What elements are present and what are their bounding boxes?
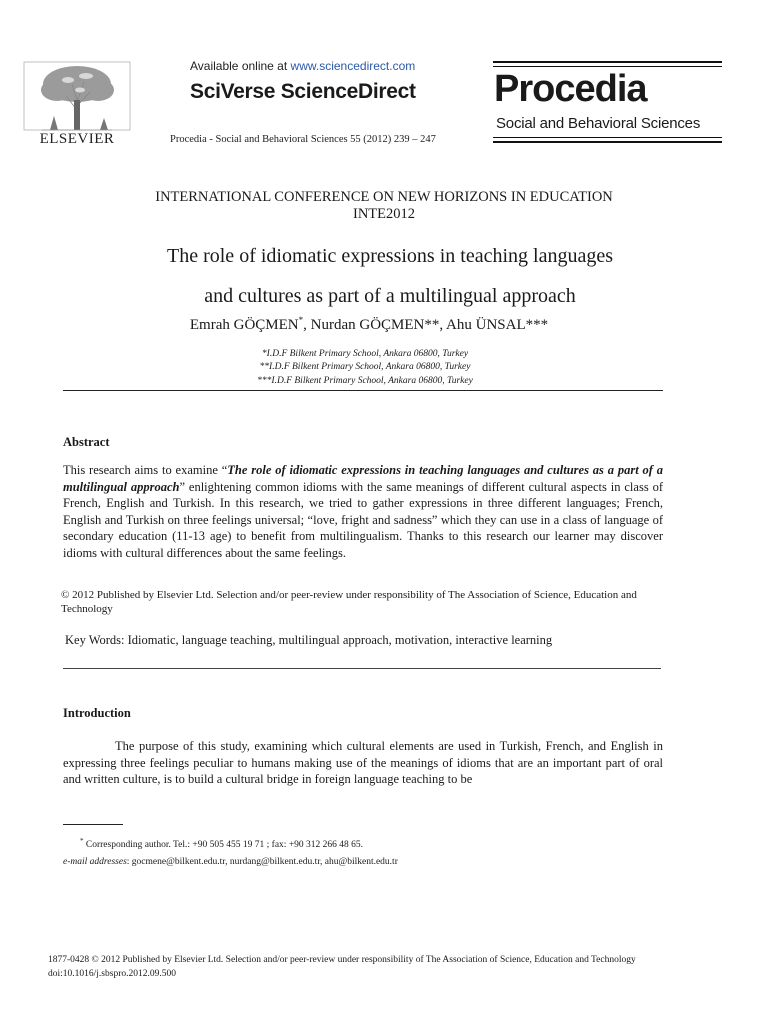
- affiliation: *I.D.F Bilkent Primary School, Ankara 06800, Turkey: [261, 349, 469, 359]
- abstract-emphasis: The role of idiomatic expressions in teaching languages and cultures as a part of a multilingual approach: [63, 463, 664, 494]
- conference-acronym: INTE2012: [352, 206, 415, 222]
- paper-title-line-1: The role of idiomatic expressions in teaching languages: [167, 245, 613, 267]
- conference-name: INTERNATIONAL CONFERENCE ON NEW HORIZONS IN EDUCATION: [155, 189, 613, 205]
- journal-rule: [493, 141, 722, 143]
- corresponding-mark: *: [298, 315, 304, 325]
- keywords: Key Words: Idiomatic, language teaching, multilingual approach, motivation, interactive learning: [65, 633, 553, 647]
- abstract-heading: Abstract: [63, 435, 110, 449]
- journal-name: Procedia: [494, 68, 647, 110]
- abstract-text-rest: ” enlightening common idioms with the same meanings of different cultural aspects in class of French, English and Turkish. In this research, we tried to gather expressions in three different languages; French, English and Turkish on three feelings universal; “love, fright and sadness” which they can use in a class of language of secondary education (11-13 age) to benefit from multilingualism. Thanks to this research our learner may discover idioms with cultural differences about the same feelings.: [63, 479, 664, 560]
- availability-line: [190, 59, 450, 73]
- affiliation: ***I.D.F Bilkent Primary School, Ankara 06800, Turkey: [257, 376, 473, 386]
- journal-subtitle: Social and Behavioral Sciences: [496, 115, 701, 132]
- author-1: Emrah GÖÇMEN: [189, 317, 299, 333]
- availability-prefix: Available online at: [190, 59, 291, 73]
- paper-title-line-2: and cultures as part of a multilingual approach: [204, 285, 576, 307]
- email-list[interactable]: : gocmene@bilkent.edu.tr, nurdang@bilkent.edu.tr, ahu@bilkent.edu.tr: [126, 857, 398, 867]
- introduction-heading: Introduction: [63, 706, 131, 720]
- email-addresses: [63, 857, 398, 867]
- header-divider: [63, 390, 663, 391]
- affiliation: **I.D.F Bilkent Primary School, Ankara 06800, Turkey: [259, 362, 471, 372]
- journal-citation: Procedia - Social and Behavioral Sciences 55 (2012) 239 – 247: [170, 134, 436, 145]
- introduction-text: The purpose of this study, examining which cultural elements are used in Turkish, French, and English in expressing three feelings peculiar to humans making use of the meanings of idioms that are an important part of oral and written culture, is to build a cultural bridge in foreign language teaching to be: [63, 739, 663, 786]
- sciencedirect-link[interactable]: www.sciencedirect.com: [290, 59, 416, 73]
- abstract-text: [63, 462, 663, 561]
- corresponding-author-details: Corresponding author. Tel.: +90 505 455 19 71 ; fax: +90 312 266 48 65.: [83, 840, 364, 850]
- publisher-name: ELSEVIER: [39, 131, 115, 147]
- doi[interactable]: doi:10.1016/j.sbspro.2012.09.500: [48, 969, 176, 979]
- author-list: [0, 317, 738, 334]
- section-divider: [63, 668, 661, 669]
- abstract-text-start: This research aims to examine “: [63, 463, 228, 477]
- footnote-mark: *: [80, 836, 84, 845]
- journal-rule: [493, 137, 722, 138]
- journal-rule: [493, 66, 722, 67]
- other-authors: , Nurdan GÖÇMEN**, Ahu ÜNSAL***: [303, 317, 549, 333]
- footnote-rule: [63, 824, 123, 825]
- corresponding-author-note: [80, 836, 364, 850]
- copyright-notice: © 2012 Published by Elsevier Ltd. Selection and/or peer-review under responsibility of The Association of Science, Education and Technology: [61, 589, 637, 615]
- email-label: e-mail addresses: [63, 857, 127, 867]
- journal-rule: [493, 61, 722, 63]
- issn-copyright: 1877-0428 © 2012 Published by Elsevier Ltd. Selection and/or peer-review under responsibility of The Association of Science, Education and Technology: [48, 955, 636, 965]
- platform-name: SciVerse ScienceDirect: [190, 80, 416, 103]
